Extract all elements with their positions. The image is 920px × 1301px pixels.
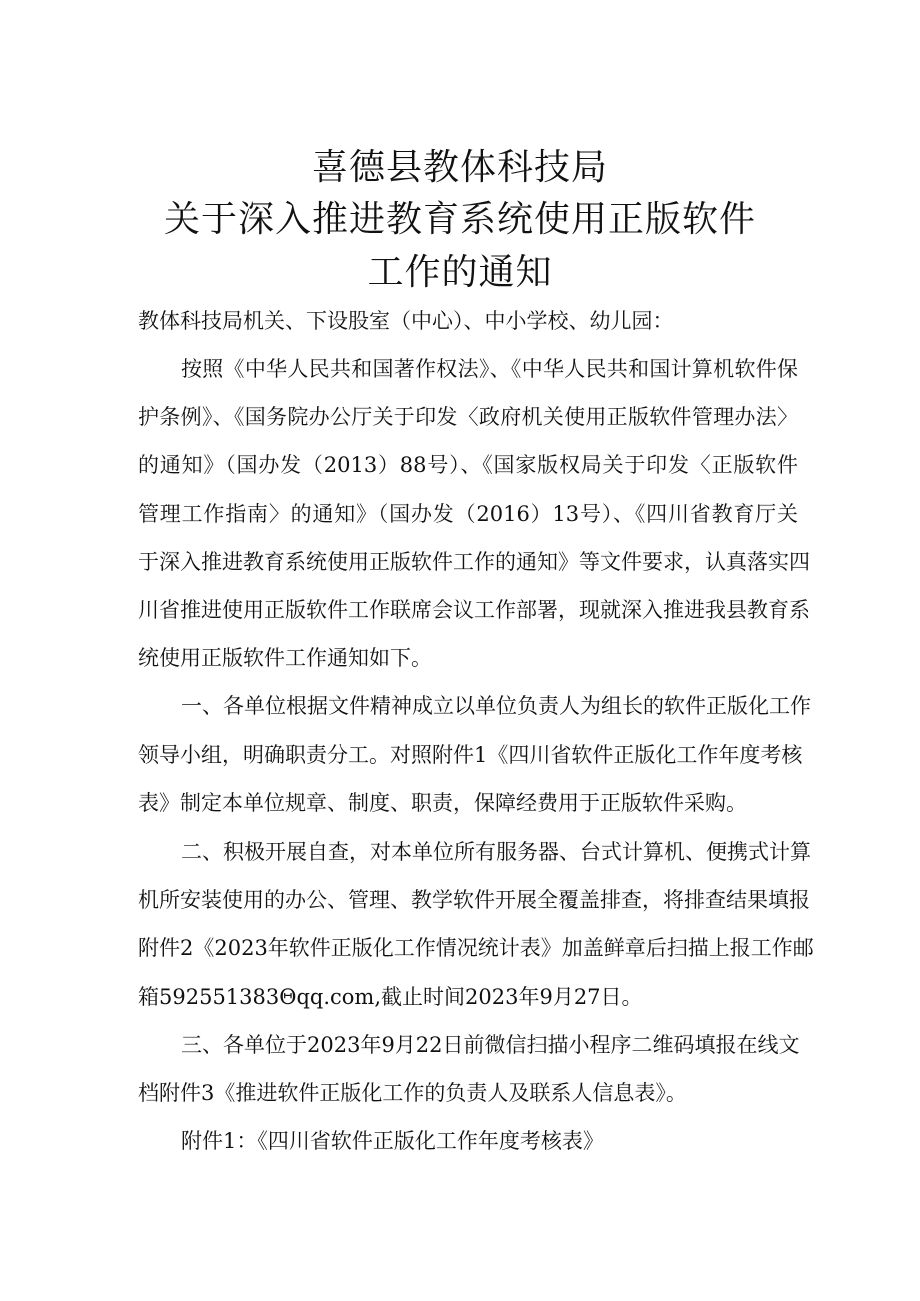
title-line-2: 关于深入推进教育系统使用正版软件 — [163, 199, 756, 240]
intro-line: 的通知》（国办发（2013）88号）、《国家版权局关于印发〈正版软件 — [138, 453, 798, 477]
item1-line: 一、各单位根据文件精神成立以单位负责人为组长的软件正版化工作 — [181, 694, 811, 718]
item2-line: 二、积极开展自查，对本单位所有服务器、台式计算机、便携式计算 — [181, 840, 811, 864]
title-line-3: 工作的通知 — [367, 252, 553, 293]
attachment-line: 附件1：《四川省软件正版化工作年度考核表》 — [181, 1129, 604, 1153]
intro-line: 于深入推进教育系统使用正版软件工作的通知》等文件要求，认真落实四 — [138, 550, 810, 574]
item2-line: 附件2《2023年软件正版化工作情况统计表》加盖鲜章后扫描上报工作邮 — [138, 936, 814, 960]
intro-line: 按照《中华人民共和国著作权法》、《中华人民共和国计算机软件保 — [181, 357, 798, 381]
item2-line: 机所安装使用的办公、管理、教学软件开展全覆盖排查，将排查结果填报 — [138, 888, 810, 912]
intro-line: 管理工作指南〉的通知》（国办发（2016）13号）、《四川省教育厅关 — [138, 502, 798, 526]
item3-line: 档附件3《推进软件正版化工作的负责人及联系人信息表》。 — [138, 1081, 687, 1105]
salutation: 教体科技局机关、下设股室（中心）、中小学校、幼儿园： — [138, 309, 674, 333]
intro-line: 统使用正版软件工作通知如下。 — [138, 646, 432, 670]
item3-line: 三、各单位于2023年9月22日前微信扫描小程序二维码填报在线文 — [181, 1033, 800, 1057]
title-line-1: 喜德县教体科技局 — [311, 147, 608, 188]
item2-line: 箱592551383Θqq.com,截止时间2023年9月27日。 — [138, 985, 643, 1009]
intro-line: 川省推进使用正版软件工作联席会议工作部署，现就深入推进我县教育系 — [138, 598, 810, 622]
item1-line: 表》制定本单位规章、制度、职责，保障经费用于正版软件采购。 — [138, 791, 747, 815]
item1-line: 领导小组，明确职责分工。对照附件1《四川省软件正版化工作年度考核 — [138, 743, 803, 767]
intro-line: 护条例》、《国务院办公厅关于印发〈政府机关使用正版软件管理办法〉 — [138, 405, 798, 429]
